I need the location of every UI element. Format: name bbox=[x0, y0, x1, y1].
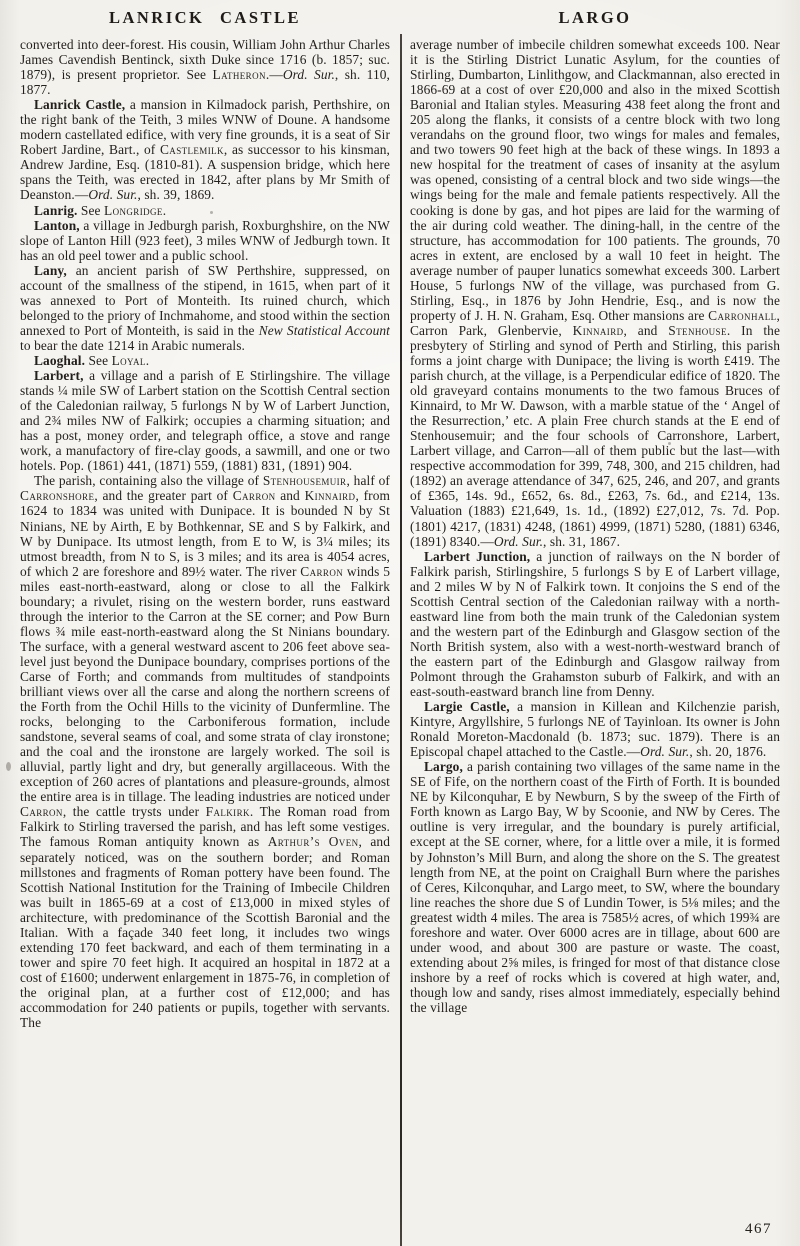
entry-paragraph bbox=[20, 203, 390, 218]
body-text: The parish, containing also the village of bbox=[34, 473, 263, 489]
right-text-column bbox=[410, 37, 780, 1237]
entry-paragraph bbox=[20, 473, 390, 1030]
body-text: .— bbox=[265, 67, 283, 83]
cross-reference: Longridge bbox=[104, 202, 163, 218]
left-running-head: LANRICK CASTLE bbox=[108, 8, 302, 27]
body-text: See bbox=[85, 352, 112, 368]
body-text: a village in Jedburgh parish, Roxburghshire, on the NW slope of Lanton Hill (923 feet), 3 miles WNW of Jedburgh town. It has an old peel tower and a public school. bbox=[20, 217, 390, 263]
body-text: . In the presbytery of Stirling and synod of Perth and Stirling, this parish forms a joint charge with Dunipace; the living is worth £419. The parish church, at the village, is a Perpendicular edifice of 1820. The old graveyard contains monuments to the two famous Bruces of Kinnaird, to Mr W. Dawson, with a marble statue of the ‘ Angel of the Resurrection,’ etc. A plain Free church stands at the E end of Stenhousemuir; and the four schools of Carronshore, Larbert, Larbert village, and Carron—all of them public but the last—with respective accommodation for 399, 748, 300, and 215 children, had (1892) an average attendance of 347, 625, 246, and 207, and grants of £365, 14s. 9d., £652, 6s. 8d., £263, 7s. 6d., and £214, 13s. Valuation (1883) £21,649, 1s. 1d., (1892) £27,012, 7s. 7d. Pop. (1801) 4217, (1831) 4248, (1861) 4999, (1871) 5280, (1881) 6346, (1891) 8340.— bbox=[410, 322, 780, 549]
citation: Ord. Sur. bbox=[640, 744, 690, 760]
body-text: , the cattle trysts under bbox=[62, 804, 206, 820]
citation: Ord. Sur. bbox=[88, 187, 138, 203]
cross-reference: Stenhouse bbox=[668, 322, 727, 338]
entry-paragraph bbox=[20, 368, 390, 473]
entry-headword: Largo, bbox=[424, 759, 463, 775]
entry-paragraph bbox=[20, 97, 390, 202]
body-text: See bbox=[77, 202, 105, 218]
body-text: , as successor to his kinsman, Andrew Jardine, Esq. (1810-81). A suspension bridge, which here spans the Teith, was erected in 1842, after plans by Mr Smith of Deanston.— bbox=[20, 142, 390, 203]
body-text: converted into deer-forest. His cousin, William John Arthur Charles James Cavendish Bentinck, sixth Duke since 1716 (b. 1857; suc. 1879), is present proprietor. See bbox=[20, 37, 390, 83]
entry-headword: Laoghal. bbox=[34, 352, 86, 368]
body-text: , and the greater part of bbox=[94, 488, 233, 504]
body-text: , from 1624 to 1834 was united with Dunipace. It is bounded N by St Ninians, NE by Airth, E by Bothkennar, SE and S by Falkirk, and W by Dunipace. Its utmost length, from E to W, is 3¼ miles; its utmost breadth, from N to S, is 3 miles; and its area is 4054 acres, of which 2 are foreshore and 89½ water. The river bbox=[20, 488, 390, 579]
entry-headword: Largie Castle, bbox=[424, 699, 510, 715]
cross-reference: Loyal bbox=[111, 352, 146, 368]
cross-reference: Falkirk bbox=[205, 804, 250, 820]
body-text: to bear the date 1214 in Arabic numerals. bbox=[20, 337, 245, 353]
body-text: a parish containing two villages of the same name in the SE of Fife, on the northern coast of the Firth of Forth. It is bounded NE by Kilconquhar, E by Newburn, S by the sweep of the Firth of Forth known as Largo Bay, W by Scoonie, and NW by Ceres. The outline is very irregular, and the boundary is purely artificial, except at the SE corner, where, for a little over a mile, it is formed by Johnston’s Mill Burn, and along the shore on the S. The greatest length from NE, at the point on Craighall Burn where the parishes of Ceres, Kilconquhar, and Largo meet, to SW, where the boundary line reaches the shore due S of Lundin Tower, is 5⅛ miles; and the greatest width 4 miles. The area is 7585½ acres, of which 199¾ are foreshore and water. Over 6000 acres are in tillage, about 600 are under wood, and about 300 are pasture or waste. The coast, extending about 2⅝ miles, is fringed for most of that distance close inshore by a reef of rocks which is covered at high water, and, though low and sandy, rises almost immediately, especially behind the village bbox=[410, 759, 780, 1015]
body-text: and bbox=[275, 488, 305, 504]
cross-reference: Arthur’s Oven bbox=[267, 834, 359, 850]
body-text: , and separately noticed, was on the southern border; and Roman millstones and fragments of Roman pottery have been found. The Scottish National Institution for the Training of Imbecile Children was built in 1865-69 at a cost of £13,000 in mixed styles of architecture, with predominance of the Scottish Baronial and the Italian. With a façade 340 feet long, it includes two wings extending 170 feet backward, and each of them terminating in a tower and spire 70 feet high. It acquired an hospital in 1872 at a cost of £1600; underwent enlargement in 1875-76, in completion of the original plan, at a further cost of £12,000; and has accommodation for 240 patients or pupils, together with servants. The bbox=[20, 834, 390, 1031]
entry-paragraph bbox=[410, 759, 780, 1015]
entry-paragraph bbox=[20, 263, 390, 353]
citation: Ord. Sur. bbox=[282, 67, 335, 83]
body-text: average number of imbecile children somewhat exceeds 100. Near it is the Stirling District Lunatic Asylum, for the counties of Stirling, Dumbarton, Linlithgow, and Clackmannan, also erected in 1866-69 at a cost of over £20,000 and also in the mixed Scottish Baronial and Italian styles. Measuring 438 feet along the front and 205 along the flanks, it consists of a centre block with two long verandahs on the ground floor, two wings for males and females, and two towers 90 feet high at the back of these wings. In 1893 a new hospital for the treatment of cases of insanity at the asylum was opened, consisting of a central block and two side wings—the wings being for the male and female patients respectively. All the cooking is done by gas, and hot pipes are laid for the warming of the air during cold weather. The dining-hall, in the centre of the structure, has accommodation for 100 patients. The grounds, 70 acres in extent, are enclosed by a wall 10 feet in height. The average number of pauper lunatics somewhat exceeds 300. Larbert House, 5 furlongs NW of the village, was purchased from G. Stirling, Esq., in 1876 by John Hendrie, Esq., and is now the property of J. H. N. Graham, Esq. Other mansions are bbox=[410, 37, 780, 323]
entry-headword: Lanton, bbox=[34, 217, 80, 233]
body-text: , Carron Park, Glenbervie, bbox=[410, 307, 780, 338]
right-running-head: LARGO bbox=[558, 8, 632, 27]
body-text: a junction of railways on the N border of Falkirk parish, Stirlingshire, 5 furlongs S by E of Larbert village, and 2 miles W by N of Falkirk town. It conjoins the S end of the Scottish Central section of the Caledonian railway with a north-eastward line from both the main trunk of the Caledonian system and the western part of the Edinburgh and Glasgow section of the North British system, also with a west-north-westward branch of the eastern part of the Edinburgh and Glasgow railway from Polmont through the Grahamston suburb of Falkirk, and with an east-south-eastward branch line from Denny. bbox=[410, 548, 780, 700]
body-text: . bbox=[162, 202, 167, 218]
body-text: a mansion in Kilmadock parish, Perthshire, on the right bank of the Teith, 3 miles WNW of Doune. A handsome modern castellated edifice, with very fine grounds, it is a seat of Sir Robert Jardine, Bart., of bbox=[20, 97, 390, 158]
cross-reference: Kinnaird bbox=[304, 488, 356, 504]
body-text: . bbox=[145, 352, 150, 368]
body-text: , sh. 31, 1867. bbox=[543, 533, 621, 549]
cross-reference: Castlemilk bbox=[159, 142, 224, 158]
body-text: a mansion in Killean and Kilchenzie parish, Kintyre, Argyllshire, 5 furlongs NE of Tayinloan. Its owner is John Ronald Moreton-Macdonald (b. 1873; suc. 1879). There is an Episcopal chapel attached to the Castle.— bbox=[410, 699, 780, 760]
entry-paragraph bbox=[20, 353, 390, 368]
body-text: an ancient parish of SW Perthshire, suppressed, on account of the smallness of the stipend, in 1615, when part of it was annexed to Port of Monteith. Its ruined church, which belonged to the priory of Inchmahome, and stood within the section annexed to Port of Monteith, is said in the bbox=[20, 262, 390, 338]
cross-reference: Stenhousemuir bbox=[262, 473, 347, 489]
column-divider-rule bbox=[400, 34, 402, 1246]
citation: New Statistical Account bbox=[258, 322, 390, 338]
body-text: a village and a parish of E Stirlingshire. The village stands ¼ mile SW of Larbert station on the Scottish Central section of the Caledonian railway, 5 furlongs N by W of Larbert Junction, and 2¾ miles NW of Falkirk; occupies a charming situation; and has a post, money order, and telegraph office, a stove and range work, a manufactory of fire-clay goods, a sawmill, and one or two hotels. Pop. (1861) 441, (1871) 559, (1881) 831, (1891) 904. bbox=[20, 368, 390, 474]
scan-speck bbox=[668, 442, 671, 445]
body-text: , and bbox=[623, 322, 669, 338]
citation: Ord. Sur. bbox=[493, 533, 544, 549]
scan-speck bbox=[210, 211, 213, 214]
cross-reference: Carron bbox=[20, 804, 63, 820]
entry-paragraph bbox=[410, 699, 780, 759]
scan-speck bbox=[6, 762, 11, 771]
cross-reference: Carronhall bbox=[708, 307, 777, 323]
cross-reference: Latheron bbox=[212, 67, 266, 83]
body-text: , half of bbox=[346, 473, 390, 489]
cross-reference: Carron bbox=[300, 563, 344, 579]
entry-headword: Lany, bbox=[34, 262, 67, 278]
left-text-column bbox=[20, 37, 390, 1237]
cross-reference: Carronshore bbox=[20, 488, 95, 504]
body-text: winds 5 miles east-north-eastward, along or close to all the Falkirk boundary; a rivulet, rising on the western border, runs eastward through the interior to the Carron at the SE corner; and Pow Burn flows ¾ mile east-north-eastward along the St Ninians boundary. The surface, with a general westward ascent to 206 feet above sea-level just beyond the Dunipace boundary, comprises portions of the Carse of Forth; and commands from multitudes of standpoints brilliant views over all the carse and along the northern screens of the Forth from the Ochil Hills to the vicinity of Dunfermline. The rocks, belonging to the Carboniferous formation, include sandstone, several seams of coal, and some strata of clay ironstone; and the coal and the ironstone are largely worked. The soil is alluvial, partly light and dry, but generally argillaceous. With the exception of 260 acres of plantations and pleasure-grounds, almost the entire area is in tillage. The leading industries are noticed under bbox=[20, 563, 390, 805]
entry-paragraph bbox=[20, 218, 390, 263]
body-text: , sh. 20, 1876. bbox=[689, 744, 767, 760]
entry-headword: Lanrig. bbox=[34, 202, 78, 218]
entry-headword: Lanrick Castle, bbox=[34, 97, 126, 113]
body-text: , sh. 110, 1877. bbox=[20, 67, 390, 98]
body-text: . The Roman road from Falkirk to Stirling traversed the parish, and has left some vestiges. The famous Roman antiquity known as bbox=[20, 804, 390, 850]
entry-paragraph bbox=[410, 37, 780, 549]
page-number: 467 bbox=[745, 1221, 772, 1237]
cross-reference: Carron bbox=[232, 488, 276, 504]
entry-headword: Larbert, bbox=[34, 368, 84, 384]
cross-reference: Kinnaird bbox=[572, 322, 624, 338]
body-text: , sh. 39, 1869. bbox=[137, 187, 215, 203]
entry-headword: Larbert Junction, bbox=[424, 548, 531, 564]
entry-paragraph bbox=[20, 37, 390, 97]
entry-paragraph bbox=[410, 549, 780, 699]
